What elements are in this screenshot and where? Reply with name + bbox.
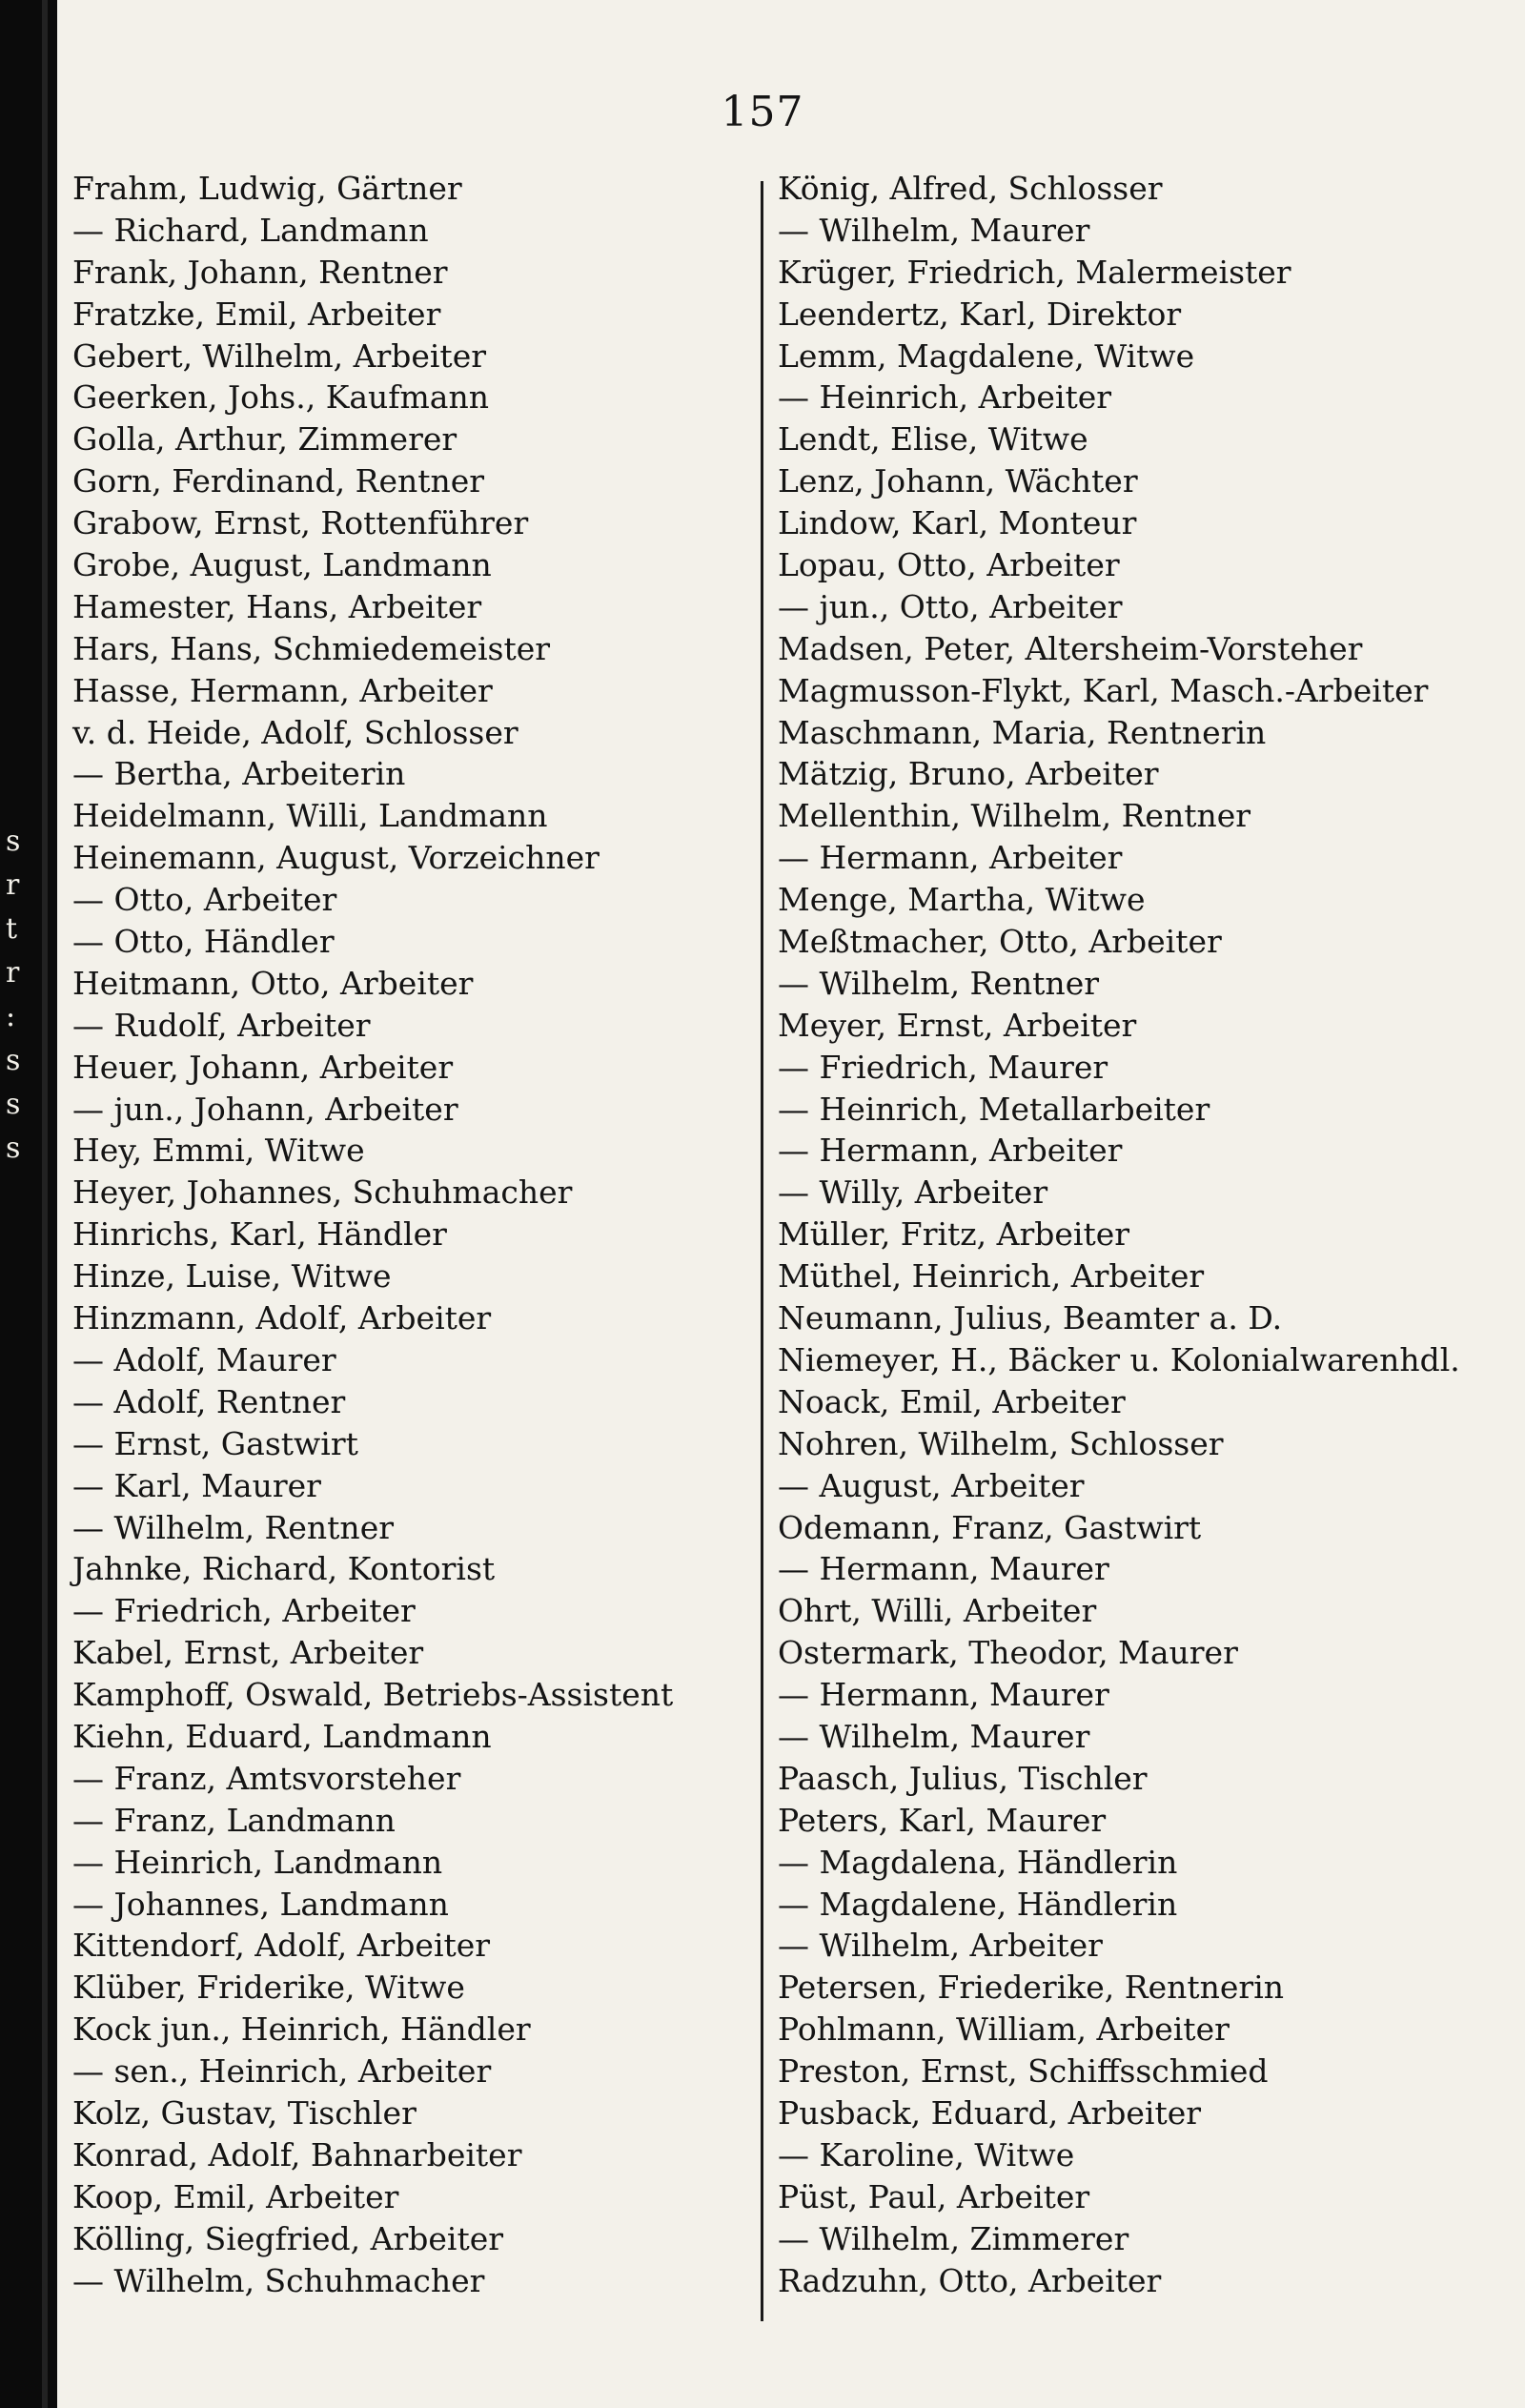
directory-entry: — Hermann, Maurer — [778, 1676, 1109, 1714]
directory-entry: Nohren, Wilhelm, Schlosser — [778, 1424, 1224, 1462]
directory-entry: König, Alfred, Schlosser — [778, 170, 1163, 207]
directory-column-left — [72, 168, 730, 2301]
directory-entry: — Richard, Landmann — [72, 211, 429, 249]
margin-mark: s — [6, 1132, 21, 1165]
left-margin-marks — [6, 820, 34, 1964]
directory-entry: Meyer, Ernst, Arbeiter — [778, 1006, 1137, 1044]
directory-entry: — Karl, Maurer — [72, 1466, 321, 1504]
margin-mark: : — [6, 1000, 16, 1033]
directory-entry: Magmusson-Flykt, Karl, Masch.-Arbeiter — [778, 671, 1429, 709]
directory-entry: Heinemann, August, Vorzeichner — [72, 839, 600, 877]
directory-entry: — Heinrich, Metallarbeiter — [778, 1090, 1210, 1128]
directory-entry: Noack, Emil, Arbeiter — [778, 1382, 1126, 1420]
directory-entry: Müthel, Heinrich, Arbeiter — [778, 1257, 1205, 1296]
directory-entry: Püst, Paul, Arbeiter — [778, 2177, 1090, 2215]
directory-entry: Jahnke, Richard, Kontorist — [72, 1550, 496, 1588]
directory-entry: — Adolf, Rentner — [72, 1382, 346, 1420]
directory-entry: Niemeyer, H., Bäcker u. Kolonialwarenhdl. — [778, 1340, 1460, 1378]
directory-entry: — Magdalena, Händlerin — [778, 1843, 1178, 1881]
directory-entry: — Bertha, Arbeiterin — [72, 755, 406, 793]
directory-entry: — Adolf, Maurer — [72, 1340, 336, 1378]
directory-entry: Maschmann, Maria, Rentnerin — [778, 713, 1267, 751]
margin-mark: s — [6, 1044, 21, 1077]
margin-mark: r — [6, 956, 20, 990]
directory-entry: — Willy, Arbeiter — [778, 1173, 1048, 1212]
directory-entry: Menge, Martha, Witwe — [778, 881, 1146, 919]
margin-mark: t — [6, 912, 18, 946]
directory-entry: Ostermark, Theodor, Maurer — [778, 1634, 1238, 1672]
directory-entry: Lendt, Elise, Witwe — [778, 420, 1088, 459]
margin-mark: r — [6, 868, 20, 902]
directory-entry: Hamester, Hans, Arbeiter — [72, 587, 482, 625]
directory-entry: Lindow, Karl, Monteur — [778, 504, 1137, 542]
directory-entry: Klüber, Friderike, Witwe — [72, 1969, 465, 2007]
directory-entry: Hasse, Hermann, Arbeiter — [72, 671, 493, 709]
directory-entry: — Heinrich, Arbeiter — [778, 378, 1112, 417]
directory-entry: Hars, Hans, Schmiedemeister — [72, 629, 551, 667]
directory-entry: Hinzmann, Adolf, Arbeiter — [72, 1299, 492, 1337]
directory-entry: Paasch, Julius, Tischler — [778, 1759, 1148, 1797]
directory-entry: Petersen, Friederike, Rentnerin — [778, 1969, 1285, 2007]
directory-entry: Hinze, Luise, Witwe — [72, 1257, 392, 1296]
directory-entry: Gorn, Ferdinand, Rentner — [72, 462, 485, 500]
directory-entry: Mätzig, Bruno, Arbeiter — [778, 755, 1159, 793]
directory-entry: v. d. Heide, Adolf, Schlosser — [72, 713, 518, 751]
directory-entry: — Hermann, Arbeiter — [778, 839, 1123, 877]
directory-entry: Heuer, Johann, Arbeiter — [72, 1048, 454, 1086]
column-divider — [761, 181, 763, 2321]
directory-entry: Ohrt, Willi, Arbeiter — [778, 1592, 1097, 1630]
directory-entry: — Franz, Landmann — [72, 1801, 396, 1839]
directory-entry: — Rudolf, Arbeiter — [72, 1006, 371, 1044]
directory-entry: — Hermann, Arbeiter — [778, 1132, 1123, 1170]
directory-entry: — sen., Heinrich, Arbeiter — [72, 2052, 492, 2091]
directory-entry: — Magdalene, Händlerin — [778, 1885, 1178, 1923]
directory-entry: Müller, Fritz, Arbeiter — [778, 1215, 1130, 1254]
directory-entry: — jun., Johann, Arbeiter — [72, 1090, 458, 1128]
directory-entry: Preston, Ernst, Schiffsschmied — [778, 2052, 1269, 2091]
directory-entry: Geerken, Johs., Kaufmann — [72, 378, 489, 417]
directory-entry: Grabow, Ernst, Rottenführer — [72, 504, 529, 542]
directory-entry: — Otto, Händler — [72, 923, 335, 961]
directory-entry: Radzuhn, Otto, Arbeiter — [778, 2261, 1162, 2299]
directory-entry: — Franz, Amtsvorsteher — [72, 1759, 461, 1797]
directory-entry: Mellenthin, Wilhelm, Rentner — [778, 797, 1251, 835]
directory-entry: Lenz, Johann, Wächter — [778, 462, 1138, 500]
directory-entry: — Wilhelm, Maurer — [778, 1717, 1090, 1755]
directory-column-right — [778, 168, 1512, 2301]
directory-entry: — Wilhelm, Maurer — [778, 211, 1090, 249]
directory-entry: Kittendorf, Adolf, Arbeiter — [72, 1927, 491, 1965]
directory-entry: Odemann, Franz, Gastwirt — [778, 1508, 1202, 1546]
directory-entry: Kölling, Siegfried, Arbeiter — [72, 2219, 504, 2257]
margin-mark: s — [6, 825, 21, 858]
directory-entry: — Friedrich, Maurer — [778, 1048, 1108, 1086]
directory-entry: Gebert, Wilhelm, Arbeiter — [72, 337, 486, 375]
binding-gutter-line — [42, 0, 48, 2408]
directory-entry: — Johannes, Landmann — [72, 1885, 449, 1923]
directory-entry: — Wilhelm, Rentner — [72, 1508, 394, 1546]
directory-entry: Konrad, Adolf, Bahnarbeiter — [72, 2135, 522, 2173]
directory-entry: — Wilhelm, Zimmerer — [778, 2219, 1129, 2257]
directory-entry: Peters, Karl, Maurer — [778, 1801, 1107, 1839]
directory-entry: Hinrichs, Karl, Händler — [72, 1215, 447, 1254]
directory-entry: Golla, Arthur, Zimmerer — [72, 420, 458, 459]
directory-entry: — Friedrich, Arbeiter — [72, 1592, 416, 1630]
directory-entry: Kamphoff, Oswald, Betriebs-Assistent — [72, 1676, 674, 1714]
directory-entry: Meßtmacher, Otto, Arbeiter — [778, 923, 1222, 961]
directory-entry: Heyer, Johannes, Schuhmacher — [72, 1173, 573, 1212]
directory-entry: Neumann, Julius, Beamter a. D. — [778, 1299, 1283, 1337]
directory-entry: Koop, Emil, Arbeiter — [72, 2177, 399, 2215]
directory-entry: — jun., Otto, Arbeiter — [778, 587, 1123, 625]
margin-mark: s — [6, 1088, 21, 1121]
directory-entry: Kock jun., Heinrich, Händler — [72, 2010, 531, 2049]
directory-entry: Kiehn, Eduard, Landmann — [72, 1717, 492, 1755]
page-number: 157 — [721, 88, 804, 136]
directory-entry: Pohlmann, William, Arbeiter — [778, 2010, 1230, 2049]
directory-entry: — Wilhelm, Arbeiter — [778, 1927, 1103, 1965]
directory-entry: Leendertz, Karl, Direktor — [778, 295, 1182, 333]
directory-entry: Heitmann, Otto, Arbeiter — [72, 964, 474, 1002]
directory-entry: Frank, Johann, Rentner — [72, 253, 448, 291]
directory-entry: — August, Arbeiter — [778, 1466, 1085, 1504]
directory-entry: — Karoline, Witwe — [778, 2135, 1075, 2173]
directory-entry: Grobe, August, Landmann — [72, 546, 492, 584]
directory-entry: Frahm, Ludwig, Gärtner — [72, 170, 462, 207]
directory-entry: — Ernst, Gastwirt — [72, 1424, 358, 1462]
directory-entry: Kabel, Ernst, Arbeiter — [72, 1634, 424, 1672]
directory-entry: — Hermann, Maurer — [778, 1550, 1109, 1588]
directory-entry: Heidelmann, Willi, Landmann — [72, 797, 548, 835]
directory-entry: — Heinrich, Landmann — [72, 1843, 443, 1881]
directory-entry: Lopau, Otto, Arbeiter — [778, 546, 1120, 584]
directory-entry: Fratzke, Emil, Arbeiter — [72, 295, 441, 333]
directory-entry: Lemm, Magdalene, Witwe — [778, 337, 1195, 375]
directory-entry: — Wilhelm, Rentner — [778, 964, 1099, 1002]
directory-entry: Hey, Emmi, Witwe — [72, 1132, 365, 1170]
directory-entry: — Otto, Arbeiter — [72, 881, 337, 919]
directory-entry: — Wilhelm, Schuhmacher — [72, 2261, 485, 2299]
directory-entry: Madsen, Peter, Altersheim-Vorsteher — [778, 629, 1363, 667]
directory-entry: Krüger, Friedrich, Malermeister — [778, 253, 1291, 291]
directory-entry: Kolz, Gustav, Tischler — [72, 2093, 417, 2132]
directory-entry: Pusback, Eduard, Arbeiter — [778, 2093, 1202, 2132]
